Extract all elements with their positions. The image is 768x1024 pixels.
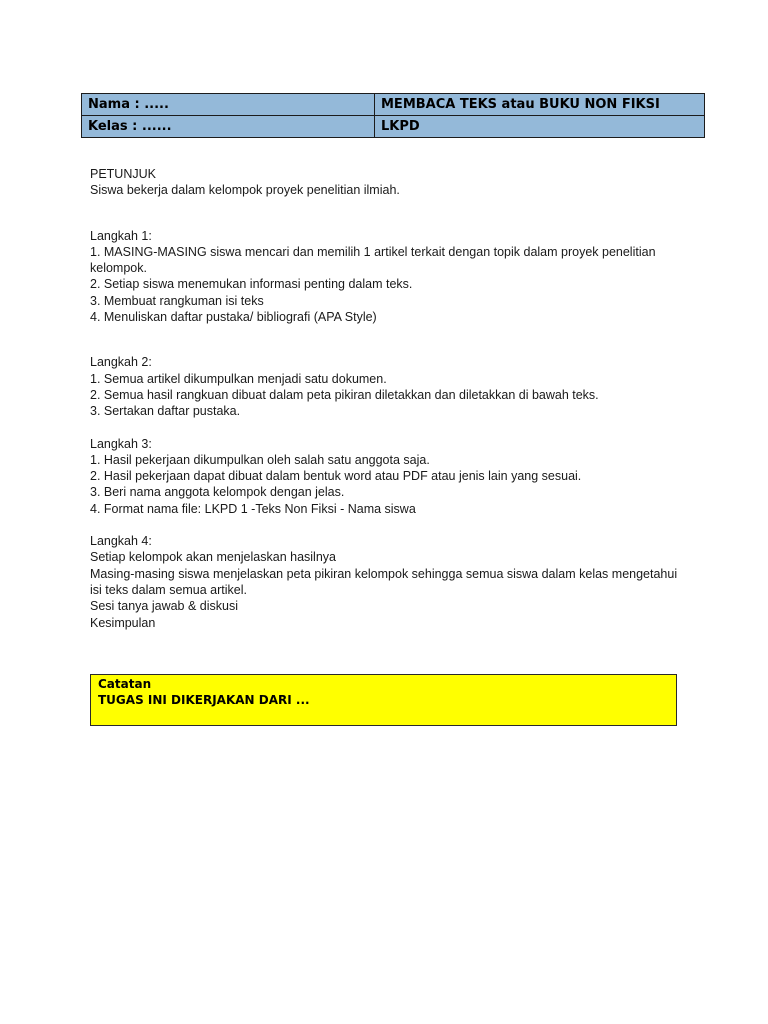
spacer [90,325,690,354]
step-4 [90,533,690,631]
notes-title: Catatan [98,677,152,691]
instructions-heading: PETUNJUK [90,167,156,181]
step-title: Langkah 4: [90,534,152,549]
step-title: Langkah 2: [90,355,152,370]
step-line: 1. Semua artikel dikumpulkan menjadi satu dokumen. [90,371,387,386]
step-line: Kesimpulan [90,615,156,630]
step-line: Masing-masing siswa menjelaskan peta pikiran kelompok sehingga semua siswa dalam kelas mengetahui isi teks dalam semua artikel. [90,566,678,597]
instructions-intro: Siswa bekerja dalam kelompok proyek penelitian ilmiah. [90,183,400,198]
document-subtitle: LKPD [375,116,705,138]
header-table [81,93,705,138]
spacer [90,199,690,228]
spacer [90,517,690,533]
step-line: 2. Semua hasil rangkuan dibuat dalam peta pikiran diletakkan dan diletakkan di bawah teks. [90,387,599,402]
step-line: 2. Hasil pekerjaan dapat dibuat dalam bentuk word atau PDF atau jenis lain yang sesuai. [90,469,582,484]
header-row-1 [82,94,705,116]
step-2 [90,354,690,419]
step-line: 3. Beri nama anggota kelompok dengan jelas. [90,485,345,500]
class-field-label: Kelas : ...... [82,116,375,138]
step-1 [90,228,690,326]
step-line: 1. MASING-MASING siswa mencari dan memilih 1 artikel terkait dengan topik dalam proyek penelitian kelompok. [90,244,656,276]
step-line: 1. Hasil pekerjaan dikumpulkan oleh salah satu anggota saja. [90,452,430,467]
step-3 [90,436,690,517]
step-line: Sesi tanya jawab & diskusi [90,599,238,614]
step-title: Langkah 3: [90,436,152,451]
header-row-2 [82,116,705,138]
step-line: 4. Menuliskan daftar pustaka/ bibliografi (APA Style) [90,310,377,325]
step-title: Langkah 1: [90,228,152,243]
instructions-content [90,166,690,631]
name-field-label: Nama : ..... [82,94,375,116]
step-line: 3. Membuat rangkuman isi teks [90,293,264,308]
spacer [90,420,690,436]
step-line: 3. Sertakan daftar pustaka. [90,404,241,419]
notes-text: TUGAS INI DIKERJAKAN DARI ... [98,693,310,707]
notes-box [90,674,677,726]
step-line: Setiap kelompok akan menjelaskan hasilnya [90,550,336,565]
document-title: MEMBACA TEKS atau BUKU NON FIKSI [375,94,705,116]
step-line: 2. Setiap siswa menemukan informasi penting dalam teks. [90,277,413,292]
step-line: 4. Format nama file: LKPD 1 -Teks Non Fiksi - Nama siswa [90,501,416,516]
